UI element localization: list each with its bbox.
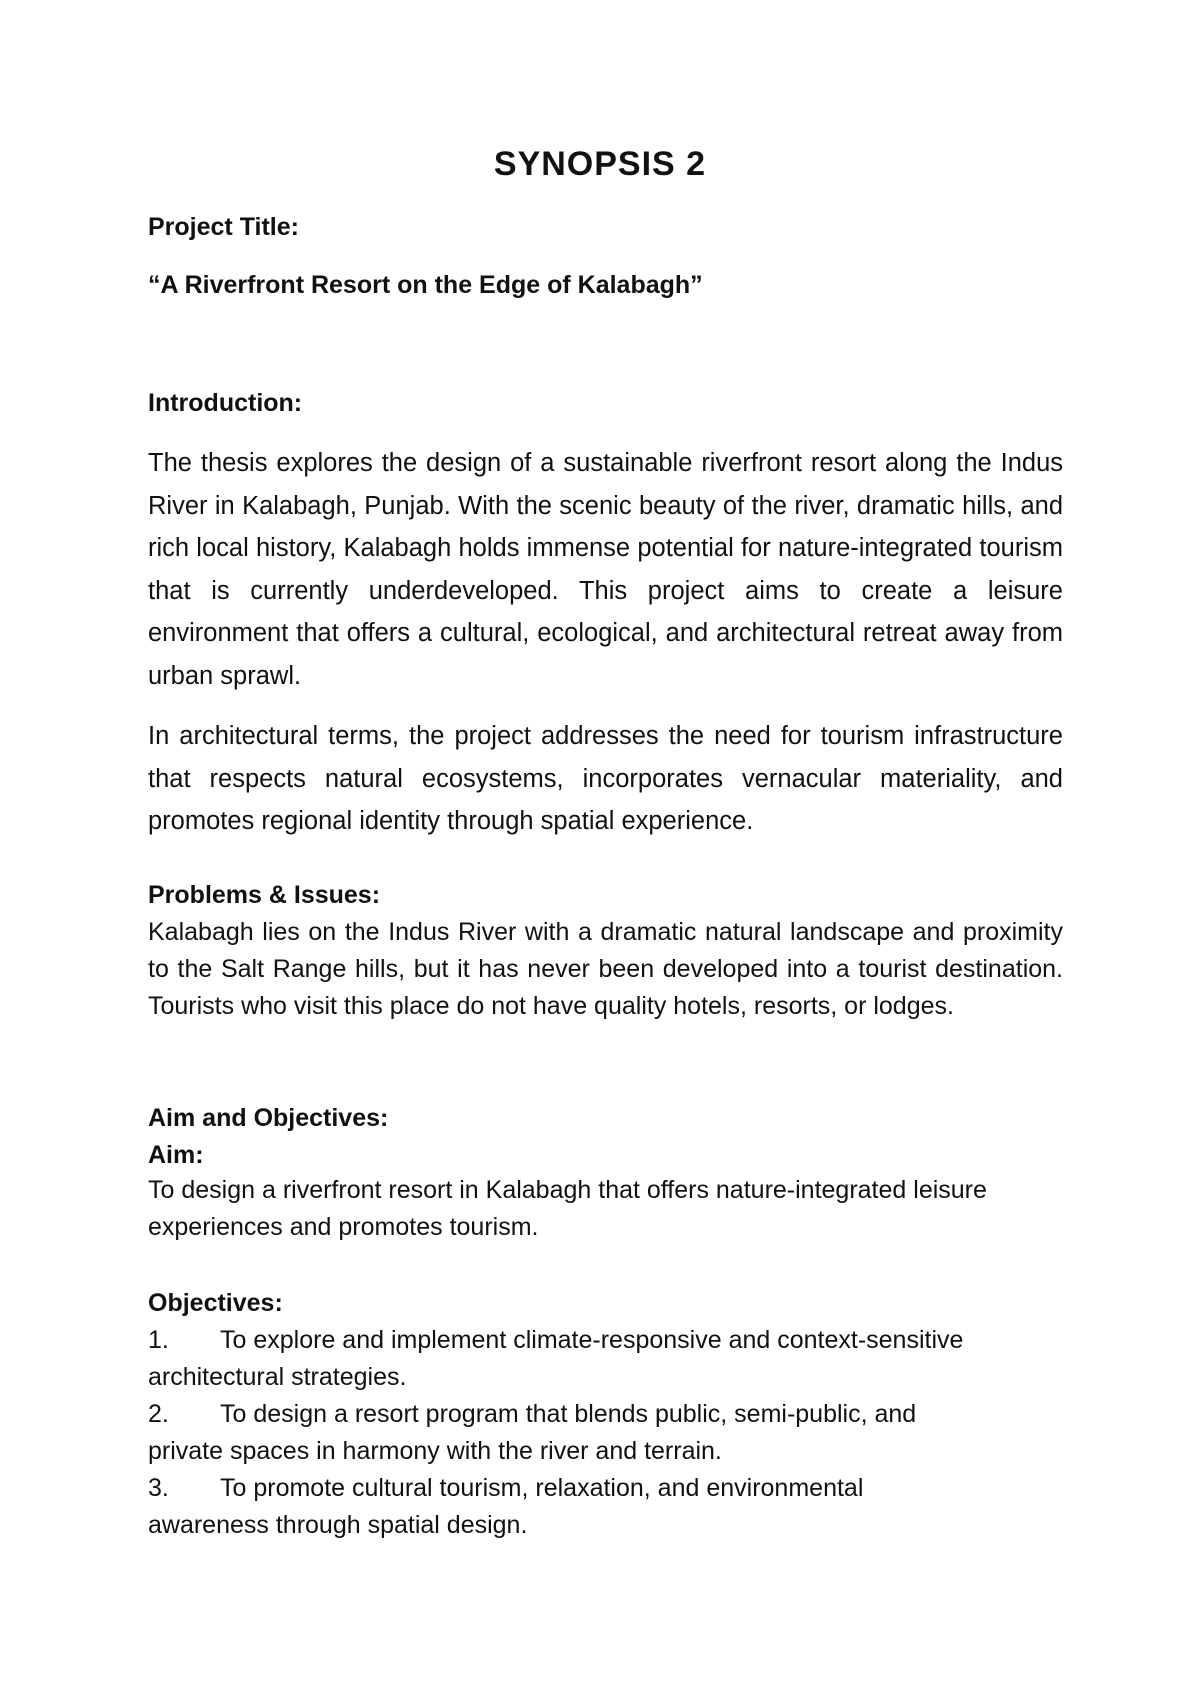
problems-heading-text: Problems & Issues: <box>148 881 381 909</box>
introduction-heading <box>148 388 1063 418</box>
objectives-list <box>148 1322 1063 1544</box>
objective-text: To design a resort program that blends public, semi-public, and <box>220 1400 917 1428</box>
objective-text-continued: awareness through spatial design. <box>148 1511 528 1539</box>
problems-heading <box>148 880 1063 910</box>
objective-number: 1. <box>148 1326 169 1354</box>
aim-label-text: Aim: <box>148 1141 204 1169</box>
objectives-label-text: Objectives: <box>148 1289 283 1317</box>
objective-item-1 <box>148 1322 1063 1396</box>
aim-objectives-heading <box>148 1103 1063 1133</box>
problems-paragraph: Kalabagh lies on the Indus River with a dramatic natural landscape and proximity to the Salt Range hills, but it has never been developed into a tourist destination. Tourists who visit this place do not have quality hotels, resorts, or lodges. <box>148 918 1063 1020</box>
objective-text-continued: architectural strategies. <box>148 1363 407 1391</box>
objective-item-2 <box>148 1396 1063 1470</box>
objective-text-continued: private spaces in harmony with the river and terrain. <box>148 1437 722 1465</box>
objective-item-3 <box>148 1470 1063 1544</box>
project-title-text: “A Riverfront Resort on the Edge of Kalabagh” <box>148 271 703 299</box>
objective-number: 2. <box>148 1400 169 1428</box>
objective-text: To promote cultural tourism, relaxation, and environmental <box>220 1474 864 1502</box>
introduction-heading-text: Introduction: <box>148 389 303 417</box>
aim-label <box>148 1140 1063 1170</box>
objective-text: To explore and implement climate-responsive and context-sensitive <box>220 1326 964 1354</box>
objective-number: 3. <box>148 1474 169 1502</box>
objectives-label <box>148 1288 1063 1318</box>
project-title <box>148 270 1063 300</box>
aim-objectives-heading-text: Aim and Objectives: <box>148 1104 389 1132</box>
aim-paragraph: To design a riverfront resort in Kalabagh that offers nature-integrated leisure experiences and promotes tourism. <box>148 1176 987 1241</box>
introduction-paragraph-2: In architectural terms, the project addresses the need for tourism infrastructure that respects natural ecosystems, incorporates vernacular materiality, and promotes regional identity through spatial experience. <box>148 722 1063 835</box>
document-title: SYNOPSIS 2 <box>493 145 707 183</box>
project-title-label-text: Project Title: <box>148 213 299 241</box>
introduction-paragraph-1: The thesis explores the design of a sustainable riverfront resort along the Indus River in Kalabagh, Punjab. With the scenic beauty of the river, dramatic hills, and rich local history, Kalabagh holds immense potential for nature-integrated tourism that is currently underdeveloped. This project aims to create a leisure environment that offers a cultural, ecological, and architectural retreat away from urban sprawl. <box>148 449 1063 690</box>
project-title-label <box>148 212 1063 242</box>
